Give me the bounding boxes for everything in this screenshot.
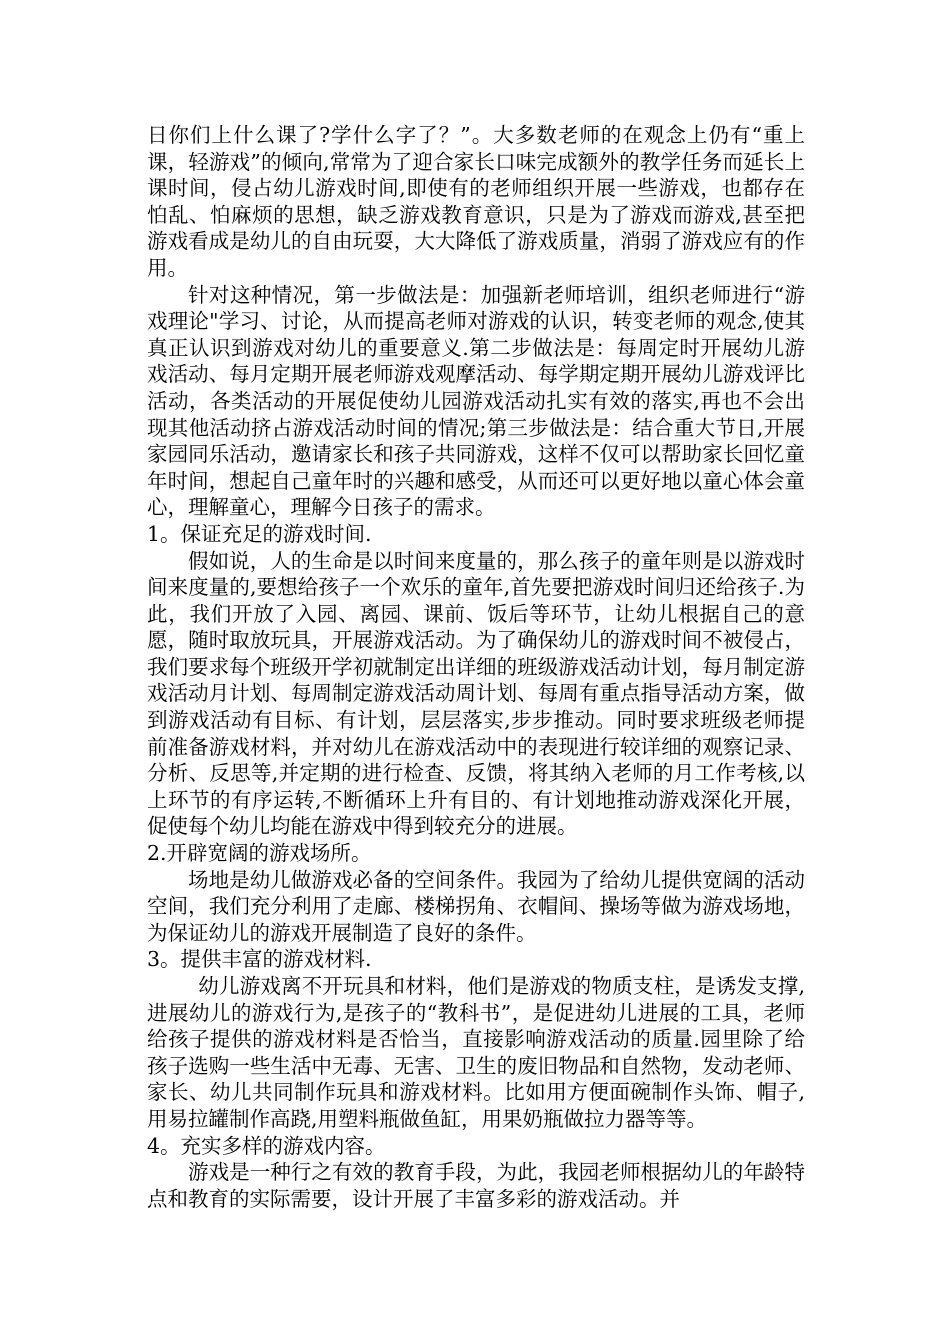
paragraph: 针对这种情况，第一步做法是：加强新老师培训，组织老师进行“游戏理论"学习、讨论，从而提高老师对游戏的认识，转变老师的观念,使其真正认识到游戏对幼儿的重要意义.第二步做法是：每周定时开展幼儿游戏活动、每月定期开展老师游戏观摩活动、每学期定期开展幼儿游戏评比活动，各类活动的开展促使幼儿园游戏活动扎实有效的落实,再也不会出现其他活动挤占游戏活动时间的情况;第三步做法是：结合重大节日,开展家园同乐活动，邀请家长和孩子共同游戏，这样不仅可以帮助家长回忆童年时间，想起自己童年时的兴趣和感受，从而还可以更好地以童心体会童心，理解童心，理解今日孩子的需求。: [147, 282, 805, 520]
paragraph: 假如说，人的生命是以时间来度量的，那么孩子的童年则是以游戏时间来度量的,要想给孩子一个欢乐的童年,首先要把游戏时间归还给孩子.为此，我们开放了入园、离园、课前、饭后等环节，让幼儿根据自己的意愿，随时取放玩具，开展游戏活动。为了确保幼儿的游戏时间不被侵占，我们要求每个班级开学初就制定出详细的班级游戏活动计划，每月制定游戏活动月计划、每周制定游戏活动周计划、每周有重点指导活动方案，做到游戏活动有目标、有计划，层层落实,步步推动。同时要求班级老师提前准备游戏材料，并对幼儿在游戏活动中的表现进行较详细的观察记录、分析、反思等,并定期的进行检查、反馈，将其纳入老师的月工作考核,以上环节的有序运转,不断循环上升有目的、有计划地推动游戏深化开展，促使每个幼儿均能在游戏中得到较充分的进展。: [147, 548, 805, 839]
section-heading: 1。保证充足的游戏时间.: [147, 521, 372, 546]
section-heading: 2.开辟宽阔的游戏场所。: [147, 841, 372, 866]
document-body: [147, 122, 805, 1212]
paragraph: 场地是幼儿做游戏必备的空间条件。我园为了给幼儿提供宽阔的活动空间，我们充分利用了走廊、楼梯拐角、衣帽间、操场等做为游戏场地，为保证幼儿的游戏开展制造了良好的条件。: [147, 867, 805, 945]
paragraph-continued: 日你们上什么课了?学什么字了？”。大多数老师的在观念上仍有“重上课，轻游戏”的倾向,常常为了迎合家长口味完成额外的教学任务而延长上课时间，侵占幼儿游戏时间,即使有的老师组织开展一些游戏，也都存在怕乱、怕麻烦的思想，缺乏游戏教育意识，只是为了游戏而游戏,甚至把游戏看成是幼儿的自由玩耍，大大降低了游戏质量，消弱了游戏应有的作用。: [147, 123, 805, 280]
paragraph: 游戏是一种行之有效的教育手段，为此，我园老师根据幼儿的年龄特点和教育的实际需要，设计开展了丰富多彩的游戏活动。并: [147, 1160, 805, 1211]
paragraph: 幼儿游戏离不开玩具和材料，他们是游戏的物质支柱，是诱发支撑,进展幼儿的游戏行为,是孩子的“教科书”，是促进幼儿进展的工具，老师给孩子提供的游戏材料是否恰当，直接影响游戏活动的质量.园里除了给孩子选购一些生活中无毒、无害、卫生的废旧物品和自然物，发动老师、家长、幼儿共同制作玩具和游戏材料。比如用方便面碗制作头饰、帽子,用易拉罐制作高跷,用塑料瓶做鱼缸，用果奶瓶做拉力器等等。: [147, 974, 805, 1131]
section-heading: 4。充实多样的游戏内容。: [147, 1133, 386, 1158]
section-heading: 3。提供丰富的游戏材料.: [147, 947, 372, 972]
